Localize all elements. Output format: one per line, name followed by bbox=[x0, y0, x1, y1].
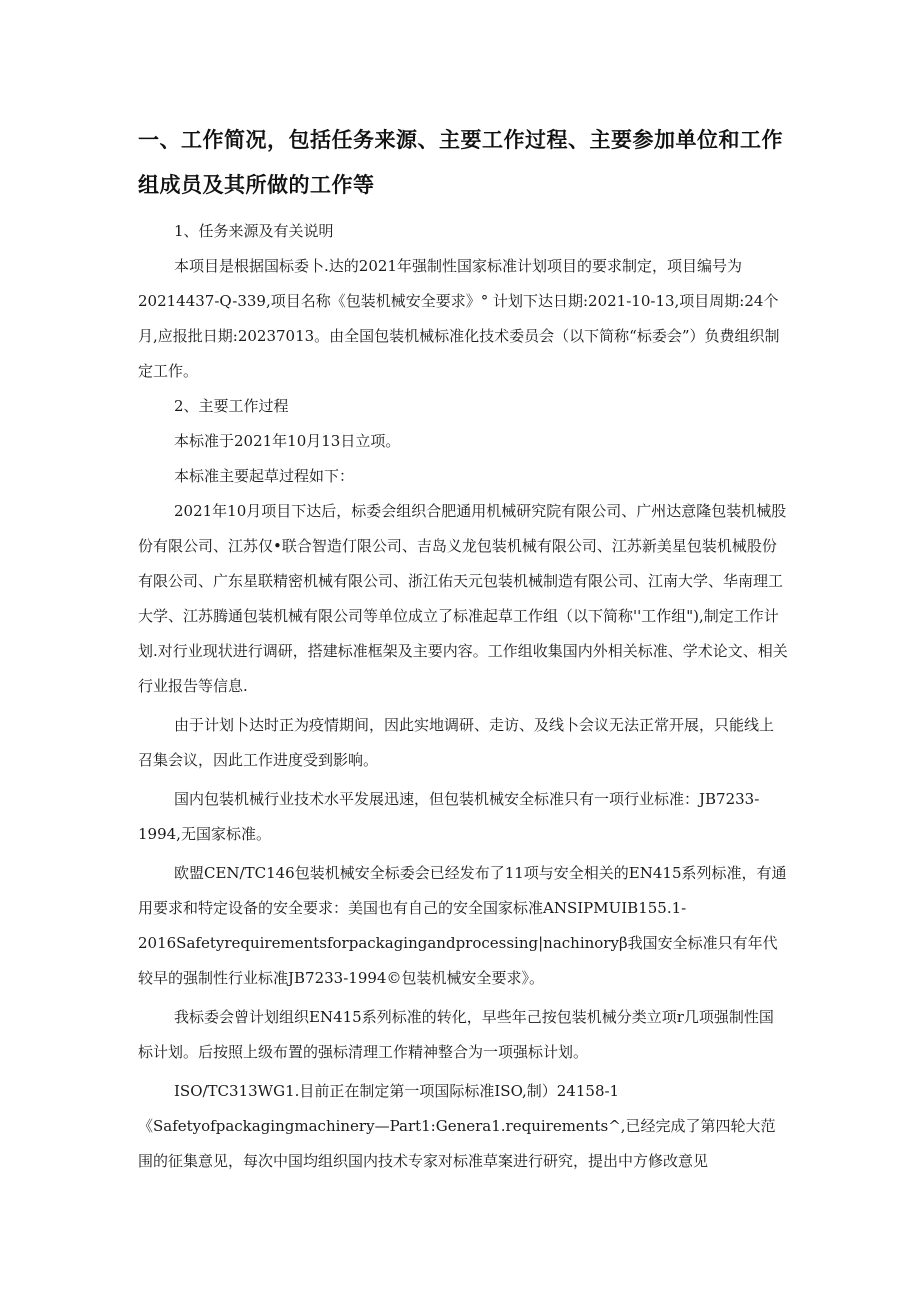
document-body bbox=[138, 214, 788, 1179]
paragraph-approval-date: 本标准于2021年10月13日立项。 bbox=[174, 432, 401, 450]
paragraph-domestic-status: 国内包装机械行业技术水平发展迅速，但包装机械安全标准只有一项行业标准：JB7233-1994,无国家标准。 bbox=[138, 790, 760, 843]
paragraph-conversion-plan: 我标委会曾计划组织EN415系列标准的转化，早些年己按包装机械分类立项r几项强制性国标计划。后按照上级布置的强标清理工作精神整合为一项强标计划。 bbox=[138, 1008, 774, 1061]
section-heading: 一、工作简况，包括任务来源、主要工作过程、主要参加单位和工作组成员及其所做的工作等 bbox=[138, 128, 783, 197]
paragraph-working-group: 2021年10月项目下达后，标委会组织合肥通用机械研究院有限公司、广州达意隆包装机械股份有限公司、江苏仅•联合智造仃限公司、吉岛义龙包装机械有限公司、江苏新美星包装机械股份有限公司、广东星联精密机械有限公司、浙江佑天元包装机械制造有限公司、江南大学、华南理工大学、江苏腾通包装机械有限公司等单位成立了标准起草工作组（以下简称''工作组"),制定工作计划.对行业现状进行调研，搭建标准框架及主要内容。工作组收集国内外相关标准、学术论文、相关行业报告等信息. bbox=[138, 502, 788, 695]
paragraph-drafting-intro: 本标准主要起草过程如下： bbox=[174, 467, 355, 485]
paragraph-international-standards: 欧盟CEN/TC146包装机械安全标委会已经发布了11项与安全相关的EN415系列标准，有通用要求和特定设备的安全要求：美国也有自己的安全国家标准ANSIPMUIB155.1-2016Safetyrequirementsforpackagingandprocessing|nachinoryβ我国安全标准只有年代较早的强制性行业标准JB7233-1994©包装机械安全要求》。 bbox=[138, 864, 787, 987]
subheading-work-process: 2、主要工作过程 bbox=[174, 397, 289, 415]
subheading-task-source: 1、任务来源及有关说明 bbox=[174, 222, 334, 240]
paragraph-iso-work: ISO/TC313WG1.目前正在制定第一项国际标准ISO,制）24158-1《Safetyofpackagingmachinery—Part1:Genera1.requirements^,已经完成了第四轮大范围的征集意见，每次中国均组织国内技术专家对标准草案进行研究，提出中方修改意见 bbox=[138, 1082, 776, 1170]
paragraph-project-info: 本项目是根据国标委卜.达的2021年强制性国家标准计划项目的要求制定，项目编号为20214437-Q-339,项目名称《包装机械安全要求》° 计划下达日期:2021-10-13,项目周期:24个月,应报批日期:20237013。由全国包装机械标准化技术委员会（以下简称“标委会”）负费组织制定工作。 bbox=[138, 257, 780, 380]
paragraph-pandemic: 由于计划卜达时正为疫情期间，因此实地调研、走访、及线卜会议无法正常开展，只能线上召集会议，因此工作进度受到影响。 bbox=[138, 716, 775, 769]
